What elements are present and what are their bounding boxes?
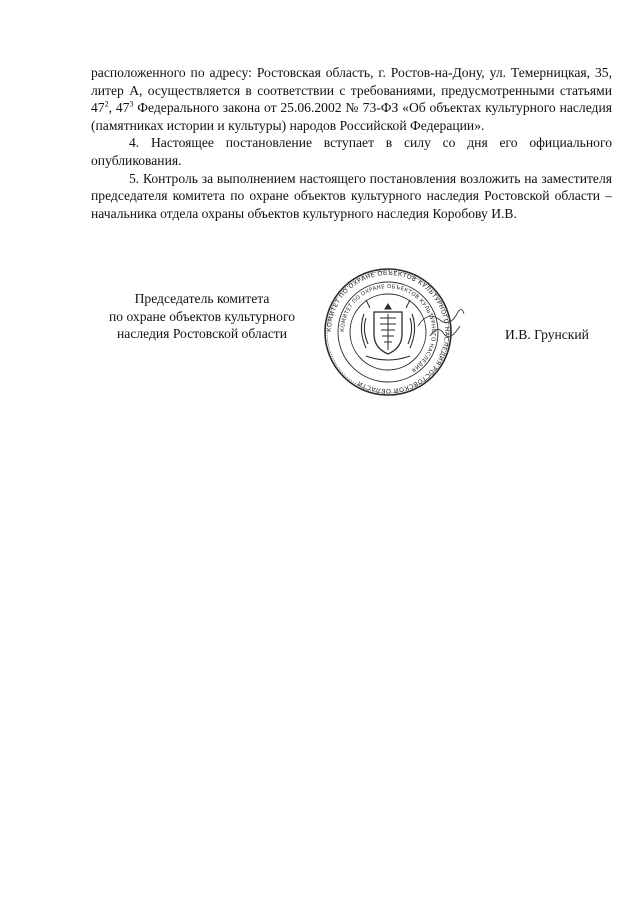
paragraph-address-part-a: расположенного по адресу: Ростовская область, г. Ростов-на-Дону, ул. Темерницкая, 35, литер А, осуществляется в соответствии с требованиями, предусмотренными статьями 47 [91, 65, 612, 116]
paragraph-address [91, 64, 612, 134]
paragraph-address-part-c: Федерального закона от 25.06.2002 № 73-ФЗ «Об объектах культурного наследия (памятниках истории и культуры) народов Российской Федерации». [91, 100, 612, 133]
superscript-a: 2 [104, 99, 109, 109]
document-body [91, 64, 612, 222]
coat-of-arms-icon [361, 300, 414, 360]
superscript-b: 3 [129, 99, 134, 109]
signatory-title-line-3: наследия Ростовской области [117, 326, 287, 342]
seal-outer-text: КОМИТЕТ ПО ОХРАНЕ ОБЪЕКТОВ КУЛЬТУРНОГО НАСЛЕДИЯ РОСТОВСКОЙ ОБЛАСТИ [325, 269, 451, 395]
signatory-title [86, 290, 318, 343]
signer-name: И.В. Грунский [505, 327, 589, 342]
signatory-title-line-2: по охране объектов культурного [108, 308, 296, 324]
paragraph-address-part-b: , 47 [108, 100, 130, 116]
paragraph-4: 4. Настоящее постановление вступает в силу со дня его официального опубликования. [91, 135, 612, 168]
signatory-title-line-1: Председатель комитета [134, 291, 270, 306]
seal-inner-text: КОМИТЕТ ПО ОХРАНЕ ОБЪЕКТОВ КУЛЬТУРНОГО НАСЛЕДИЯ [339, 283, 437, 373]
handwritten-signature-icon [410, 296, 470, 356]
paragraph-5: 5. Контроль за выполнением настоящего постановления возложить на заместителя председателя комитета по охране объектов культурного наследия Ростовской области – начальника отдела охраны объектов культурного наследия Коробову И.В. [91, 170, 612, 221]
